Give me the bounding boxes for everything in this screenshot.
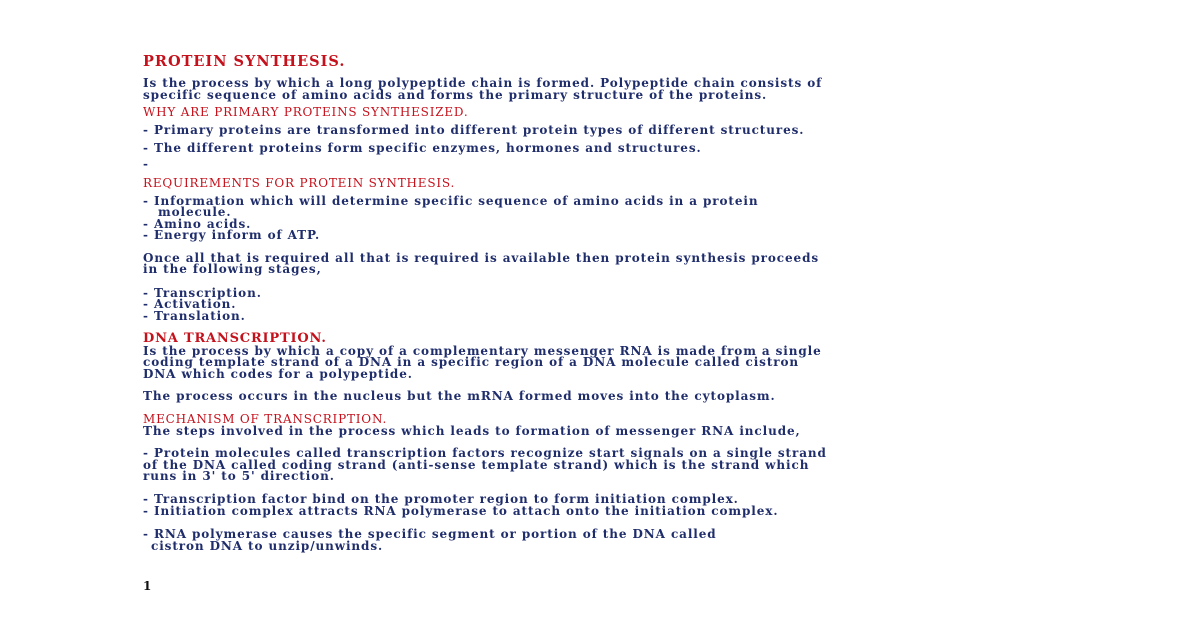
bullet-item: - The different proteins form specific enzymes, hormones and structures. — [143, 141, 702, 155]
paragraph-line: in the following stages, — [143, 262, 322, 276]
bullet-item: - Amino acids. — [143, 217, 252, 231]
intro-line: specific sequence of amino acids and forms the primary structure of the proteins. — [143, 88, 768, 102]
page-title: PROTEIN SYNTHESIS. — [143, 53, 346, 70]
bullet-continuation: molecule. — [158, 205, 232, 219]
paragraph-line: coding template strand of a DNA in a specific region of a DNA molecule called cistron — [143, 355, 800, 369]
bullet-item: - — [143, 157, 149, 171]
bullet-continuation: of the DNA called coding strand (anti-sense template strand) which is the strand which — [143, 458, 810, 472]
paragraph-line: DNA which codes for a polypeptide. — [143, 367, 413, 381]
bullet-item: - Energy inform of ATP. — [143, 228, 321, 242]
section-heading-dna-transcription: DNA TRANSCRIPTION. — [143, 331, 327, 346]
stage-item: - Translation. — [143, 309, 246, 323]
bullet-continuation: cistron DNA to unzip/unwinds. — [151, 539, 384, 553]
section-heading-requirements: REQUIREMENTS FOR PROTEIN SYNTHESIS. — [143, 176, 456, 190]
section-heading-mechanism: MECHANISM OF TRANSCRIPTION. — [143, 412, 388, 426]
bullet-item: - Initiation complex attracts RNA polymerase to attach onto the initiation complex. — [143, 504, 779, 518]
section-heading-why: WHY ARE PRIMARY PROTEINS SYNTHESIZED. — [143, 105, 469, 119]
page-number: 1 — [143, 579, 153, 593]
intro-line: Is the process by which a long polypeptide chain is formed. Polypeptide chain consists of — [143, 76, 823, 90]
stage-item: - Activation. — [143, 297, 237, 311]
bullet-item: - Transcription factor bind on the promoter region to form initiation complex. — [143, 492, 739, 506]
paragraph-line: The process occurs in the nucleus but the mRNA formed moves into the cytoplasm. — [143, 389, 776, 403]
bullet-item: - Primary proteins are transformed into different protein types of different structures. — [143, 123, 805, 137]
paragraph-line: Once all that is required all that is required is available then protein synthesis proceeds — [143, 251, 820, 265]
stage-item: - Transcription. — [143, 286, 262, 300]
bullet-item: - Information which will determine specific sequence of amino acids in a protein — [143, 194, 759, 208]
paragraph-line: The steps involved in the process which leads to formation of messenger RNA include, — [143, 424, 801, 438]
bullet-item: - Protein molecules called transcription factors recognize start signals on a single strand — [143, 446, 827, 460]
bullet-continuation: runs in 3' to 5' direction. — [143, 469, 335, 483]
bullet-item: - RNA polymerase causes the specific segment or portion of the DNA called — [143, 527, 717, 541]
paragraph-line: Is the process by which a copy of a complementary messenger RNA is made from a single — [143, 344, 822, 358]
